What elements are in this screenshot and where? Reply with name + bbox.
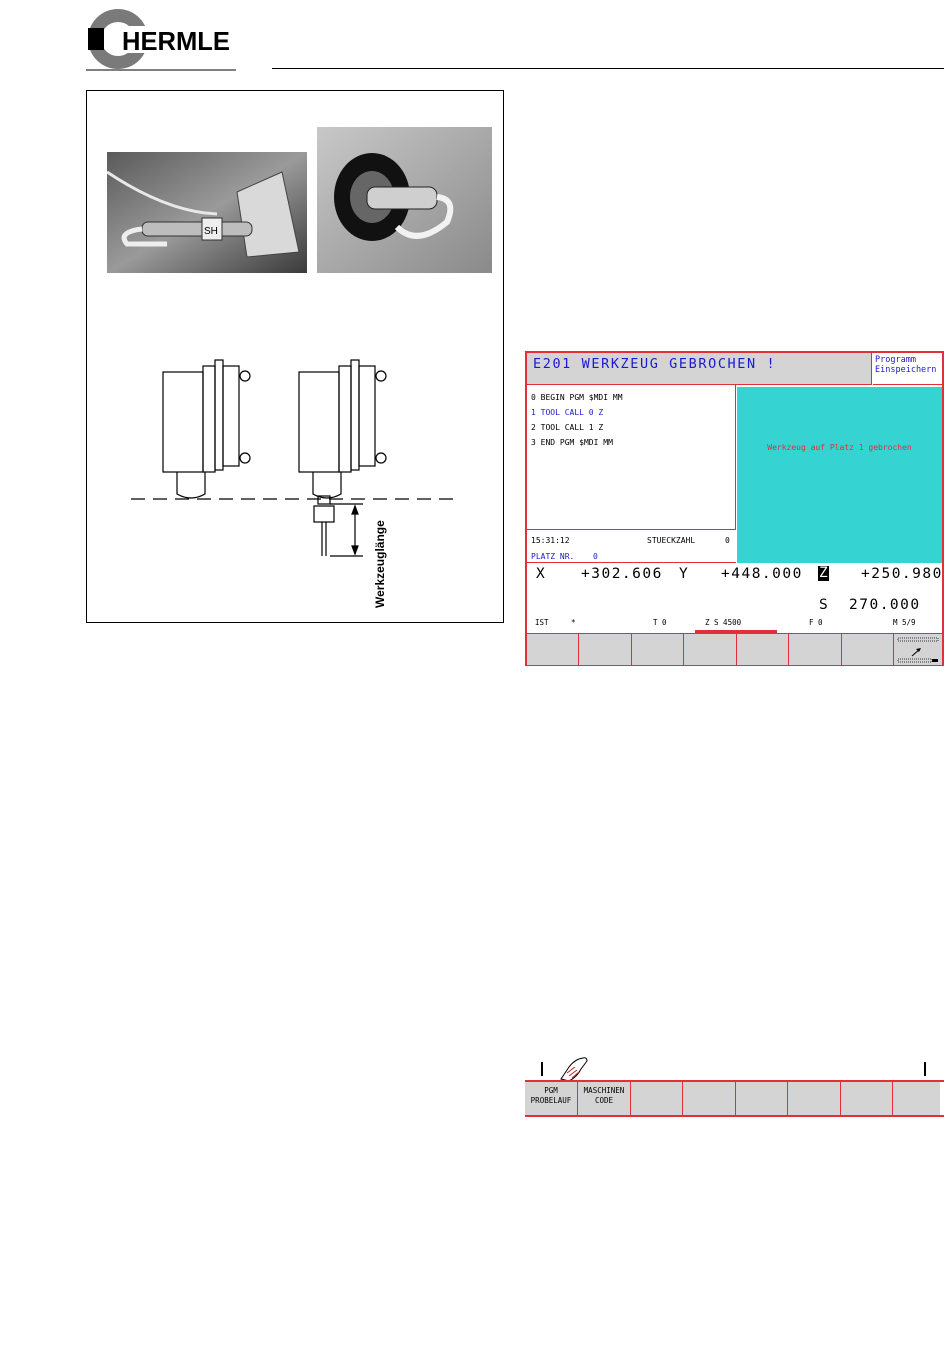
brand-text: HERMLE	[122, 26, 230, 56]
softkey-empty[interactable]	[787, 1082, 840, 1115]
softkey-5[interactable]	[737, 634, 789, 665]
actual-position-label: IST	[535, 618, 549, 627]
clock-time: 15:31:12	[531, 536, 570, 545]
slot-label: PLATZ NR.	[531, 552, 575, 561]
hand-pointer-icon	[561, 1058, 587, 1081]
softkey-2[interactable]	[579, 634, 632, 665]
status-star: *	[571, 618, 576, 627]
z-axis-label: Z	[819, 565, 828, 581]
program-line[interactable]: 3 END PGM $MDI MM	[531, 438, 613, 447]
softkey-1[interactable]	[527, 634, 579, 665]
softkey-row-2	[525, 1080, 944, 1117]
softkey-pointer-graphic	[525, 1055, 944, 1081]
error-title-bar	[527, 353, 872, 385]
photo-label: SH	[204, 226, 218, 237]
tool-number: T 0	[653, 618, 667, 627]
mode-indicator	[873, 353, 942, 385]
y-position: +448.000	[721, 566, 803, 582]
status-panel	[527, 530, 736, 563]
slot-value: 0	[593, 552, 598, 561]
softkey-row	[527, 633, 942, 667]
program-line[interactable]: 0 BEGIN PGM $MDI MM	[531, 393, 623, 402]
softkey-7[interactable]	[842, 634, 894, 665]
y-axis-label: Y	[679, 566, 690, 582]
x-axis-label: X	[536, 566, 547, 582]
spindle-label: S	[819, 597, 830, 613]
softkey-label: MASCHINEN	[583, 1086, 625, 1095]
softkey-3[interactable]	[632, 634, 684, 665]
softkey-label: PGM	[544, 1086, 558, 1095]
softkey-next-bar[interactable]	[894, 634, 942, 665]
softkey-bar-switch-icon	[894, 634, 942, 665]
softkey-4[interactable]	[684, 634, 737, 665]
mode-line-2: Einspeichern	[875, 365, 937, 375]
tool-sensor-photo-front	[317, 127, 492, 273]
program-line[interactable]: 1 TOOL CALL 0 Z	[531, 408, 604, 417]
cnc-screen	[525, 351, 944, 666]
z-position: +250.980	[861, 566, 943, 582]
tool-length-label: Werkzeuglänge	[373, 520, 387, 608]
count-label: STUECKZAHL	[647, 536, 696, 545]
maschinen-code-softkey[interactable]	[577, 1082, 630, 1115]
softkey-empty[interactable]	[682, 1082, 735, 1115]
program-line[interactable]: 2 TOOL CALL 1 Z	[531, 423, 604, 432]
position-display	[527, 563, 942, 631]
spindle-speed: 270.000	[849, 597, 921, 613]
mode-line-1: Programm	[875, 355, 916, 365]
tool-sensor-photo-side	[107, 152, 307, 273]
pgm-probelauf-softkey[interactable]	[525, 1082, 577, 1115]
softkey-empty[interactable]	[892, 1082, 940, 1115]
m-function: M 5/9	[893, 618, 916, 627]
tool-length-drawing	[127, 346, 467, 616]
softkey-6[interactable]	[789, 634, 842, 665]
error-message: Werkzeug auf Platz 1 gebrochen	[767, 443, 912, 452]
softkey-empty[interactable]	[630, 1082, 682, 1115]
spindle-status: Z S 4500	[705, 618, 742, 627]
error-title: E201 WERKZEUG GEBROCHEN !	[533, 356, 777, 372]
x-position: +302.606	[581, 566, 663, 582]
program-listing	[527, 385, 736, 530]
softkey-label: CODE	[594, 1096, 614, 1105]
softkey-label: PROBELAUF	[530, 1096, 572, 1105]
feed-rate: F 0	[809, 618, 823, 627]
header-rule	[272, 68, 944, 69]
message-panel	[737, 387, 942, 563]
count-value: 0	[725, 536, 730, 545]
hermle-logo	[86, 6, 236, 72]
softkey-empty[interactable]	[735, 1082, 787, 1115]
softkey-empty[interactable]	[840, 1082, 892, 1115]
figure-frame	[86, 90, 504, 623]
